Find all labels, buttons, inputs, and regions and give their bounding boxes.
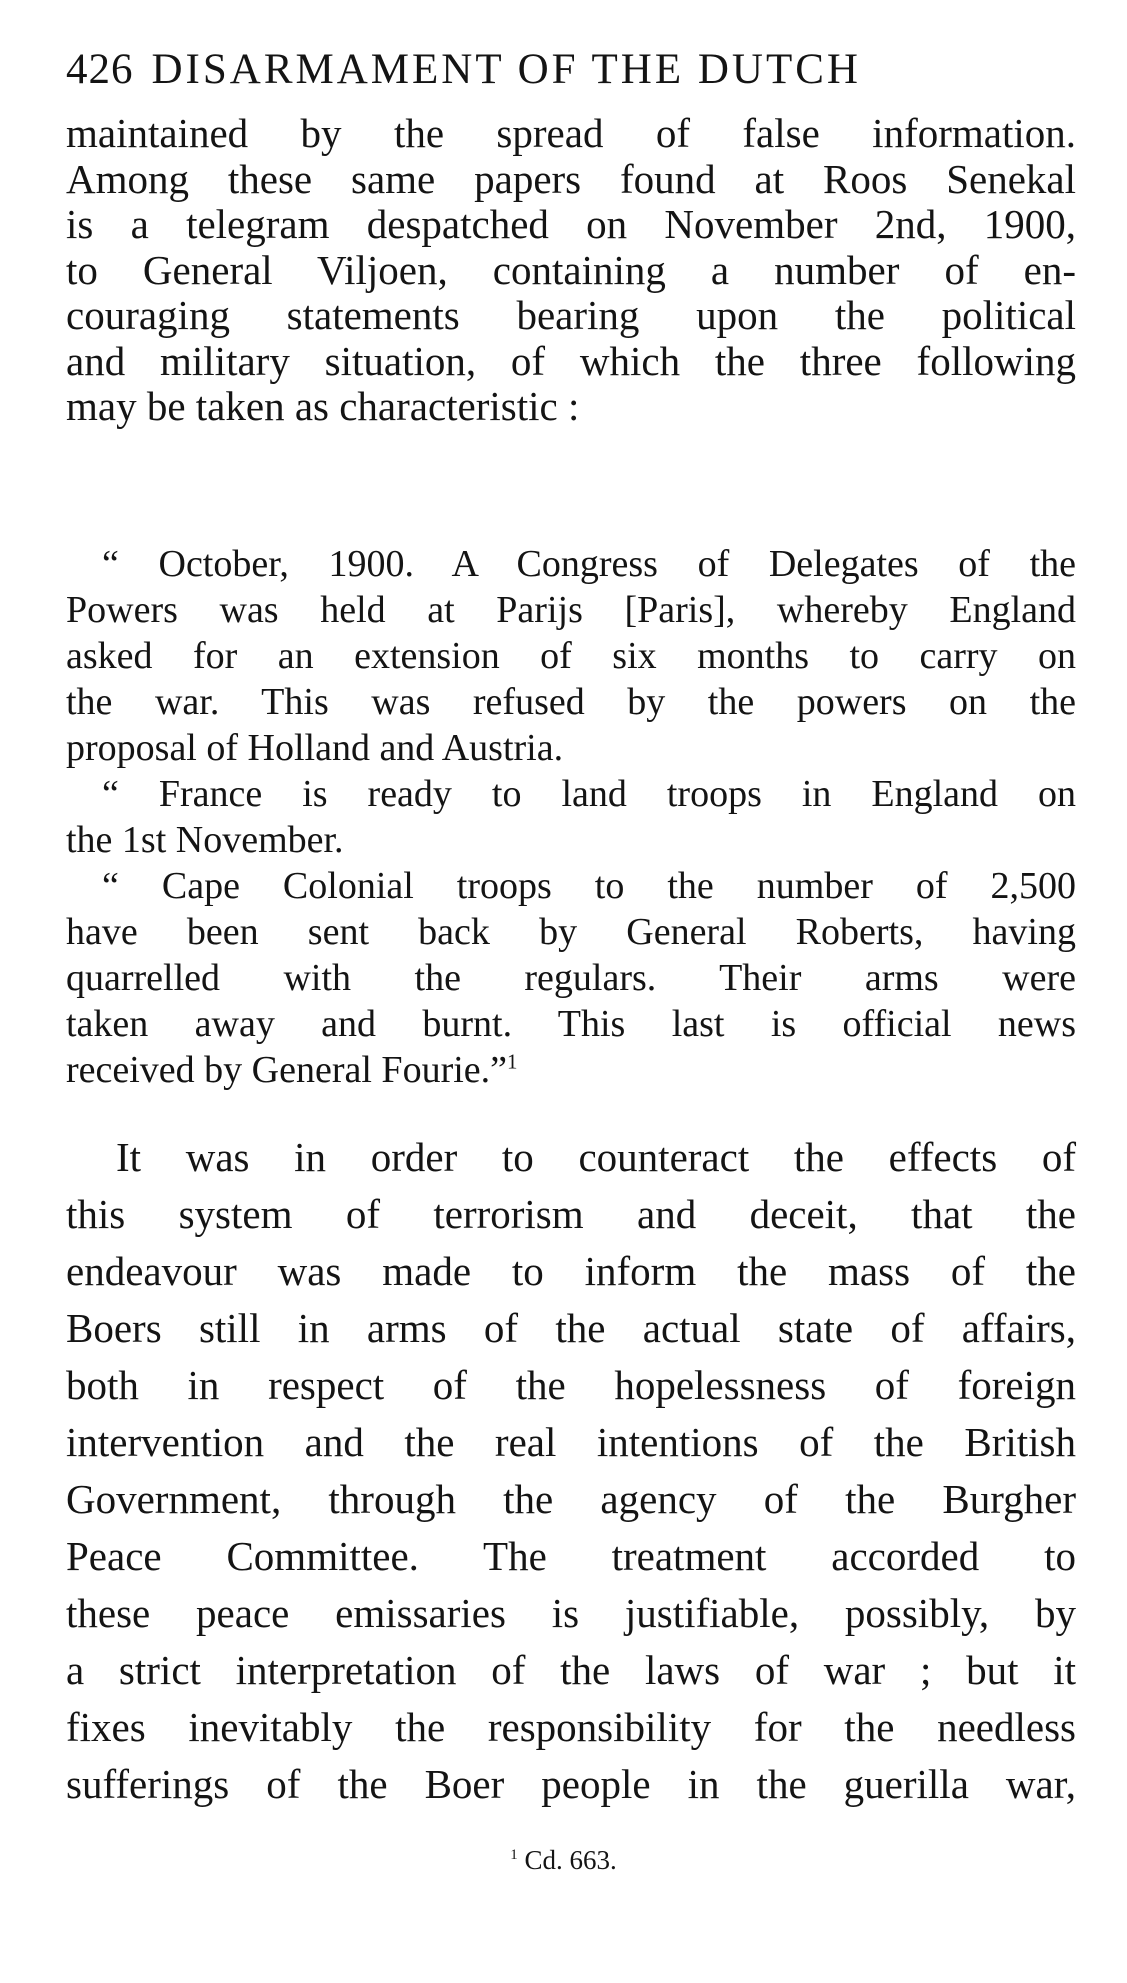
paragraph-1-line: and military situation, of which the three following [66, 338, 1076, 384]
footnote [0, 1840, 1127, 1880]
quote-line: Powers was held at Parijs [Paris], whereby England [66, 589, 1076, 631]
paragraph-2-line: endeavour was made to inform the mass of the [66, 1248, 1076, 1294]
paragraph-2-line: intervention and the real intentions of the British [66, 1419, 1076, 1465]
paragraph-1-line: maintained by the spread of false information. [66, 110, 1076, 156]
paragraph-1-line: is a telegram despatched on November 2nd, 1900, [66, 201, 1076, 247]
quote-line: the 1st November. [66, 819, 344, 861]
quote-line: asked for an extension of six months to carry on [66, 635, 1076, 677]
paragraph-2-line: a strict interpretation of the laws of war ; but it [66, 1647, 1076, 1693]
quote-line: proposal of Holland and Austria. [66, 727, 564, 769]
quote-line: taken away and burnt. This last is official news [66, 1003, 1076, 1045]
quote-line: “ France is ready to land troops in England on [102, 773, 1076, 815]
paragraph-2-line: Government, through the agency of the Burgher [66, 1476, 1076, 1522]
quote-line-final [66, 1048, 1076, 1092]
paragraph-2-line: It was in order to counteract the effects of [116, 1134, 1076, 1180]
quote-line: the war. This was refused by the powers on the [66, 681, 1076, 723]
quote-line: “ October, 1900. A Congress of Delegates of the [102, 543, 1076, 585]
paragraph-1-line: to General Viljoen, containing a number of en- [66, 247, 1076, 293]
paragraph-2-line: sufferings of the Boer people in the guerilla war, [66, 1761, 1076, 1807]
running-header [66, 40, 1076, 100]
paragraph-2-line: fixes inevitably the responsibility for the needless [66, 1704, 1076, 1750]
quote-line: have been sent back by General Roberts, having [66, 911, 1076, 953]
paragraph-2-line: Peace Committee. The treatment accorded to [66, 1533, 1076, 1579]
quote-line: “ Cape Colonial troops to the number of 2,500 [102, 865, 1076, 907]
paragraph-2-line: Boers still in arms of the actual state of affairs, [66, 1305, 1076, 1351]
footnote-text: Cd. 663. [524, 1845, 617, 1875]
footnote-marker: 1 [510, 1847, 518, 1863]
footnote-reference: 1 [507, 1049, 518, 1074]
page-number: 426 [66, 46, 134, 93]
paragraph-2-line: this system of terrorism and deceit, that the [66, 1191, 1076, 1237]
paragraph-2-line: these peace emissaries is justifiable, possibly, by [66, 1590, 1076, 1636]
quote-line: quarrelled with the regulars. Their arms were [66, 957, 1076, 999]
paragraph-2-line: both in respect of the hopelessness of foreign [66, 1362, 1076, 1408]
running-title: DISARMAMENT OF THE DUTCH [151, 46, 861, 93]
quote-final-text: received by General Fourie.” [66, 1049, 508, 1091]
paragraph-1-line: Among these same papers found at Roos Senekal [66, 156, 1076, 202]
paragraph-1-line: couraging statements bearing upon the political [66, 292, 1076, 338]
paragraph-1-line: may be taken as characteristic : [66, 383, 580, 429]
